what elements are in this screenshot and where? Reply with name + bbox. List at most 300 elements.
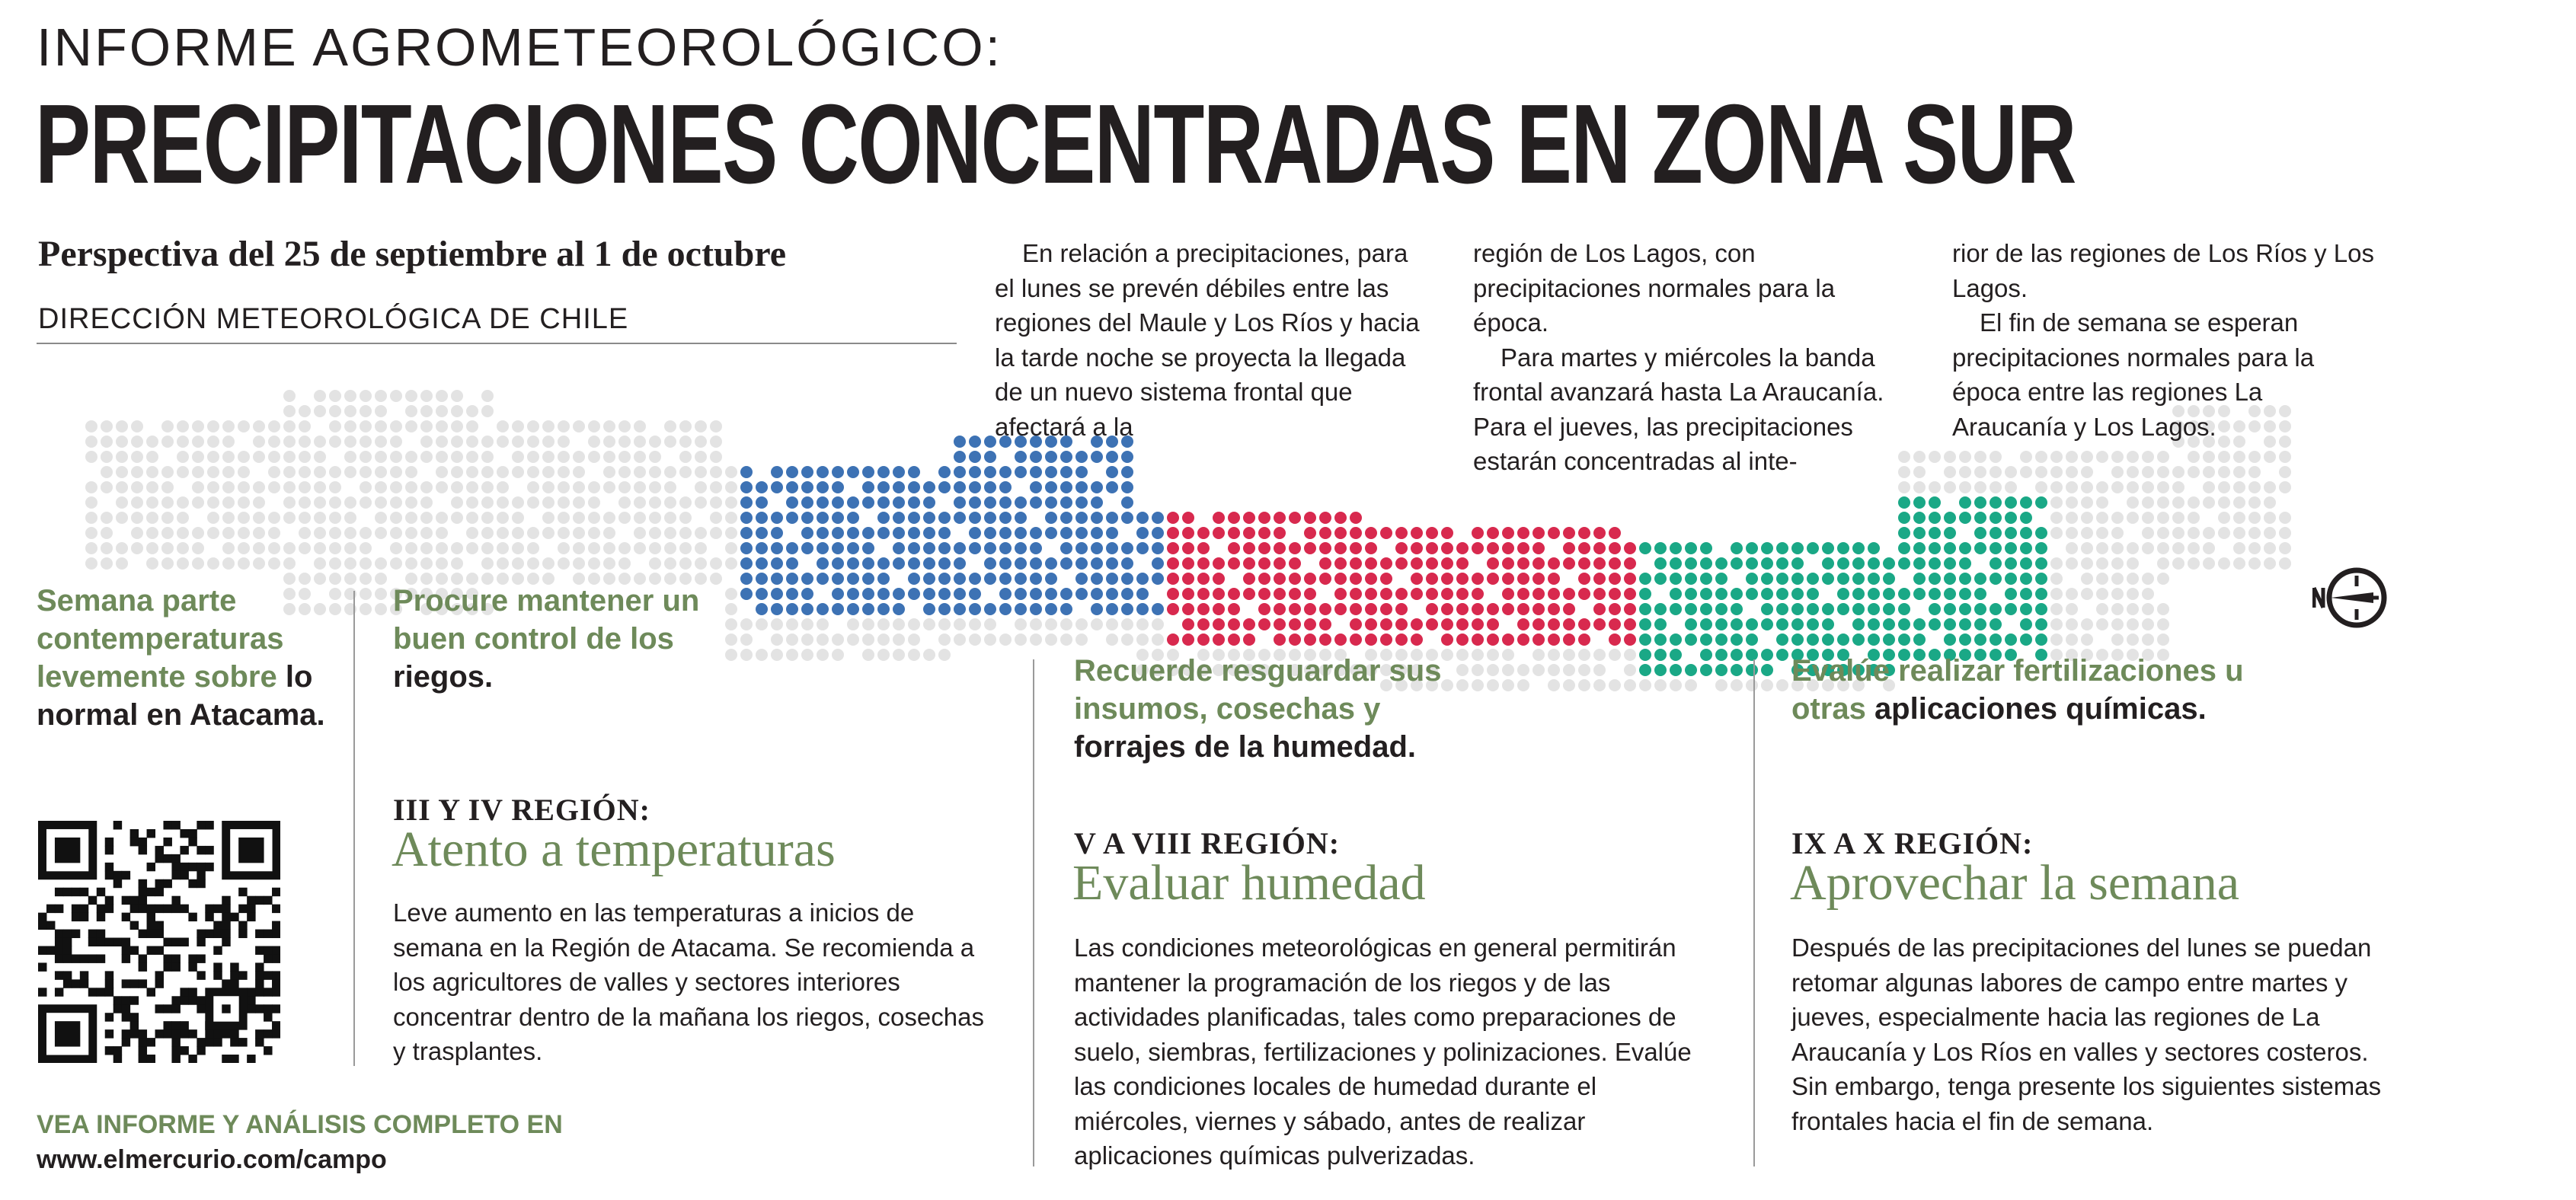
qr-module [197, 879, 205, 888]
map-dot [1121, 466, 1133, 478]
map-dot [1091, 512, 1103, 524]
map-dot [664, 557, 676, 570]
section-region-label: IX A X REGIÓN: [1791, 826, 2034, 860]
map-dot [2035, 527, 2047, 539]
map-dot [1441, 557, 1453, 570]
qr-module [222, 930, 230, 938]
map-dot [1289, 512, 1301, 524]
map-dot [1868, 618, 1880, 630]
map-dot [1350, 603, 1362, 615]
map-dot [938, 542, 951, 554]
map-dot [1228, 512, 1240, 524]
map-dot [161, 481, 174, 493]
map-dot [2035, 634, 2047, 646]
map-dot [2066, 557, 2078, 570]
map-dot [1106, 466, 1118, 478]
map-dot [1974, 588, 1986, 600]
map-dot [862, 634, 874, 646]
map-dot [497, 542, 509, 554]
map-dot [2111, 451, 2124, 463]
website-link[interactable]: www.elmercurio.com/campo [37, 1145, 387, 1174]
qr-module [105, 1013, 113, 1021]
qr-module [264, 1046, 272, 1055]
map-dot [786, 481, 798, 493]
map-dot [177, 527, 189, 539]
map-dot [725, 481, 737, 493]
qr-module [63, 888, 72, 896]
agency-credit: DIRECCIÓN METEOROLÓGICA DE CHILE [38, 303, 629, 335]
map-dot [2279, 466, 2291, 478]
map-dot [664, 436, 676, 448]
qr-module [147, 1055, 155, 1063]
map-dot [131, 512, 143, 524]
map-dot [801, 527, 813, 539]
compass-icon [2312, 565, 2390, 630]
qr-module [163, 905, 171, 913]
map-dot [497, 557, 509, 570]
qr-module [80, 971, 88, 979]
map-dot [1791, 634, 1804, 646]
map-dot [771, 527, 783, 539]
qr-module [222, 921, 230, 930]
map-dot [1715, 573, 1727, 585]
map-dot [588, 557, 600, 570]
map-dot [1030, 618, 1042, 630]
map-dot [893, 542, 905, 554]
map-dot [1182, 634, 1194, 646]
map-dot [786, 618, 798, 630]
map-dot [969, 588, 981, 600]
map-dot [1395, 527, 1408, 539]
map-dot [360, 588, 372, 600]
map-dot [1761, 679, 1773, 691]
map-dot [1441, 603, 1453, 615]
map-dot [360, 405, 372, 417]
map-dot [1837, 588, 1849, 600]
map-dot [1654, 542, 1667, 554]
map-dot [1319, 603, 1331, 615]
map-dot [1334, 557, 1347, 570]
map-dot [756, 542, 768, 554]
qr-module [188, 1029, 197, 1038]
map-dot [1441, 573, 1453, 585]
map-dot [161, 436, 174, 448]
qr-module [163, 838, 171, 846]
map-dot [1426, 588, 1438, 600]
map-dot [801, 603, 813, 615]
lead-green-text: Semana parte contemperaturas levemente sobre [37, 584, 284, 694]
map-dot [466, 496, 478, 509]
map-dot [1350, 573, 1362, 585]
map-dot [222, 466, 235, 478]
map-dot [1365, 542, 1377, 554]
qr-module [105, 838, 113, 846]
map-dot [1593, 649, 1606, 661]
map-dot [481, 542, 494, 554]
map-dot [2081, 618, 2093, 630]
lead-black-text: aplicaciones químicas. [1874, 692, 2207, 726]
map-dot [1944, 466, 1956, 478]
map-dot [573, 527, 585, 539]
map-dot [253, 542, 265, 554]
map-dot [1350, 512, 1362, 524]
map-dot [1685, 603, 1697, 615]
section-region-label: V A VIII REGIÓN: [1074, 826, 1341, 860]
lead-atacama [37, 582, 341, 734]
map-dot [1578, 588, 1590, 600]
map-dot [832, 557, 844, 570]
map-dot [390, 390, 402, 402]
map-dot [146, 466, 158, 478]
map-dot [1015, 557, 1027, 570]
map-dot [1868, 603, 1880, 615]
qr-module [222, 913, 230, 921]
map-dot [1152, 634, 1164, 646]
map-dot [1837, 557, 1849, 570]
map-dot [1624, 618, 1636, 630]
map-dot [1152, 512, 1164, 524]
map-dot [1929, 496, 1941, 509]
qr-module [230, 979, 238, 988]
map-dot [1563, 618, 1575, 630]
map-dot [1837, 573, 1849, 585]
map-dot [420, 496, 433, 509]
map-dot [1868, 634, 1880, 646]
map-dot [283, 496, 296, 509]
map-dot [420, 481, 433, 493]
qr-module [171, 1038, 180, 1046]
map-dot [253, 557, 265, 570]
map-dot [146, 527, 158, 539]
map-dot [1121, 496, 1133, 509]
map-dot [1091, 542, 1103, 554]
map-dot [1944, 481, 1956, 493]
map-dot [2142, 481, 2154, 493]
map-dot [1502, 679, 1514, 691]
map-dot [420, 542, 433, 554]
map-dot [299, 512, 311, 524]
map-dot [862, 542, 874, 554]
map-dot [908, 557, 920, 570]
map-dot [283, 436, 296, 448]
map-dot [801, 466, 813, 478]
map-dot [649, 557, 661, 570]
map-dot [1472, 527, 1484, 539]
map-dot [1395, 542, 1408, 554]
map-dot [1395, 634, 1408, 646]
map-dot [1182, 542, 1194, 554]
map-dot [131, 496, 143, 509]
map-dot [588, 451, 600, 463]
map-dot [984, 451, 996, 463]
qr-module [171, 854, 180, 863]
map-dot [695, 496, 707, 509]
map-dot [375, 496, 387, 509]
map-dot [618, 436, 631, 448]
map-dot [1365, 634, 1377, 646]
map-dot [1624, 542, 1636, 554]
map-dot [2050, 634, 2063, 646]
map-dot [1213, 588, 1225, 600]
map-dot [1959, 481, 1971, 493]
map-dot [877, 512, 890, 524]
map-dot [1091, 618, 1103, 630]
map-dot [1075, 512, 1088, 524]
map-dot [999, 512, 1012, 524]
map-dot [527, 481, 539, 493]
qr-module [255, 946, 264, 954]
map-dot [2233, 496, 2245, 509]
map-dot [2081, 634, 2093, 646]
qr-module [238, 971, 247, 979]
qr-module [272, 954, 280, 962]
qr-module [180, 988, 188, 996]
map-dot [603, 451, 615, 463]
map-dot [832, 466, 844, 478]
map-dot [1852, 573, 1865, 585]
section-title: Atento a temperaturas [392, 822, 836, 877]
map-dot [1822, 634, 1834, 646]
lead-black-text: lo normal en Atacama. [37, 660, 325, 732]
map-dot [2172, 542, 2184, 554]
qr-code[interactable] [38, 821, 280, 1063]
map-dot [1578, 542, 1590, 554]
map-dot [573, 512, 585, 524]
map-dot [938, 512, 951, 524]
map-dot [1015, 466, 1027, 478]
map-dot [283, 512, 296, 524]
map-dot [222, 557, 235, 570]
map-dot [405, 405, 417, 417]
qr-module [147, 913, 155, 921]
map-dot [1136, 573, 1149, 585]
map-dot [2248, 451, 2261, 463]
map-dot [817, 634, 829, 646]
map-dot [817, 466, 829, 478]
map-dot [1929, 481, 1941, 493]
qr-module [147, 930, 155, 938]
map-dot [1243, 542, 1255, 554]
map-dot [329, 466, 341, 478]
qr-module [122, 1038, 130, 1046]
map-dot [2127, 542, 2139, 554]
map-dot [771, 649, 783, 661]
map-dot [1274, 527, 1286, 539]
map-dot [603, 481, 615, 493]
map-dot [938, 481, 951, 493]
qr-module [238, 838, 264, 863]
map-dot [2157, 451, 2169, 463]
map-dot [1167, 603, 1179, 615]
map-dot [2172, 466, 2184, 478]
map-dot [1258, 573, 1270, 585]
map-dot [1380, 557, 1392, 570]
map-dot [1197, 618, 1210, 630]
map-dot [1563, 679, 1575, 691]
map-dot [1426, 603, 1438, 615]
map-dot [1075, 634, 1088, 646]
map-dot [908, 649, 920, 661]
qr-module [155, 1029, 164, 1038]
map-dot [2127, 512, 2139, 524]
map-dot [1852, 634, 1865, 646]
map-dot [618, 542, 631, 554]
qr-module [55, 946, 63, 954]
map-dot [512, 496, 524, 509]
map-dot [740, 466, 753, 478]
map-dot [2233, 466, 2245, 478]
map-dot [969, 466, 981, 478]
qr-module [264, 954, 272, 962]
map-dot [817, 512, 829, 524]
map-dot [908, 512, 920, 524]
map-dot [1700, 557, 1712, 570]
map-dot [146, 436, 158, 448]
map-dot [634, 420, 646, 432]
map-dot [1167, 542, 1179, 554]
map-dot [283, 405, 296, 417]
map-dot [1761, 603, 1773, 615]
map-dot [1883, 618, 1895, 630]
map-dot [1411, 527, 1423, 539]
map-dot [1761, 573, 1773, 585]
qr-module [197, 938, 205, 946]
map-dot [1532, 603, 1545, 615]
map-dot [1944, 542, 1956, 554]
map-dot [2020, 451, 2032, 463]
map-dot [969, 512, 981, 524]
map-dot [1624, 573, 1636, 585]
qr-module [171, 871, 180, 879]
map-dot [2050, 588, 2063, 600]
qr-module [80, 905, 88, 913]
qr-module [255, 1004, 264, 1013]
map-dot [558, 512, 570, 524]
qr-module [113, 1055, 122, 1063]
map-dot [2111, 527, 2124, 539]
map-dot [2142, 496, 2154, 509]
map-dot [314, 390, 326, 402]
map-dot [1990, 527, 2002, 539]
map-dot [1959, 588, 1971, 600]
map-dot [1258, 527, 1270, 539]
map-dot [1517, 588, 1529, 600]
map-dot [954, 588, 966, 600]
map-dot [1441, 634, 1453, 646]
map-dot [436, 420, 448, 432]
map-dot [2218, 481, 2230, 493]
map-dot [1639, 634, 1651, 646]
map-dot [877, 527, 890, 539]
map-dot [1015, 527, 1027, 539]
map-dot [832, 527, 844, 539]
map-dot [1532, 542, 1545, 554]
qr-module [205, 905, 213, 913]
map-dot [771, 634, 783, 646]
map-dot [2096, 527, 2108, 539]
map-dot [1731, 618, 1743, 630]
map-dot [161, 466, 174, 478]
map-dot [801, 649, 813, 661]
qr-module [272, 979, 280, 988]
map-dot [2111, 634, 2124, 646]
map-dot [649, 542, 661, 554]
map-dot [1974, 451, 1986, 463]
map-dot [1304, 634, 1316, 646]
map-dot [222, 481, 235, 493]
qr-module [213, 921, 222, 930]
map-dot [344, 573, 356, 585]
map-dot [1456, 557, 1469, 570]
qr-module [80, 888, 88, 896]
map-dot [466, 481, 478, 493]
map-dot [1167, 634, 1179, 646]
map-dot [542, 496, 555, 509]
map-dot [1913, 481, 1926, 493]
qr-module [130, 946, 139, 954]
map-dot [2203, 451, 2215, 463]
map-dot [1791, 603, 1804, 615]
map-dot [1075, 557, 1088, 570]
map-dot [1228, 527, 1240, 539]
map-dot [1502, 542, 1514, 554]
map-dot [2172, 512, 2184, 524]
map-dot [954, 436, 966, 448]
map-dot [1761, 649, 1773, 661]
map-dot [771, 618, 783, 630]
map-dot [2111, 603, 2124, 615]
map-dot [2050, 451, 2063, 463]
map-dot [131, 451, 143, 463]
qr-module [147, 1038, 155, 1046]
map-dot [1334, 603, 1347, 615]
map-dot [85, 481, 97, 493]
qr-module [205, 930, 213, 938]
map-dot [1959, 573, 1971, 585]
map-dot [877, 603, 890, 615]
qr-module [72, 913, 80, 921]
map-dot [1304, 618, 1316, 630]
qr-module [180, 846, 188, 854]
map-dot [1791, 618, 1804, 630]
map-dot [253, 527, 265, 539]
map-dot [1913, 573, 1926, 585]
map-dot [2264, 496, 2276, 509]
map-dot [679, 451, 692, 463]
map-dot [1929, 588, 1941, 600]
map-dot [1136, 542, 1149, 554]
map-dot [1913, 451, 1926, 463]
map-dot [2172, 557, 2184, 570]
qr-module [197, 1046, 205, 1055]
map-dot [1060, 588, 1072, 600]
map-dot [1990, 542, 2002, 554]
qr-module [155, 854, 164, 863]
map-dot [451, 436, 463, 448]
map-dot [329, 512, 341, 524]
map-dot [451, 405, 463, 417]
map-dot [1974, 512, 1986, 524]
map-dot [268, 512, 280, 524]
map-dot [2264, 481, 2276, 493]
map-dot [1441, 588, 1453, 600]
map-dot [786, 512, 798, 524]
map-dot [405, 390, 417, 402]
qr-module [113, 871, 122, 879]
qr-module [130, 996, 139, 1004]
map-dot [938, 588, 951, 600]
map-dot [1685, 573, 1697, 585]
